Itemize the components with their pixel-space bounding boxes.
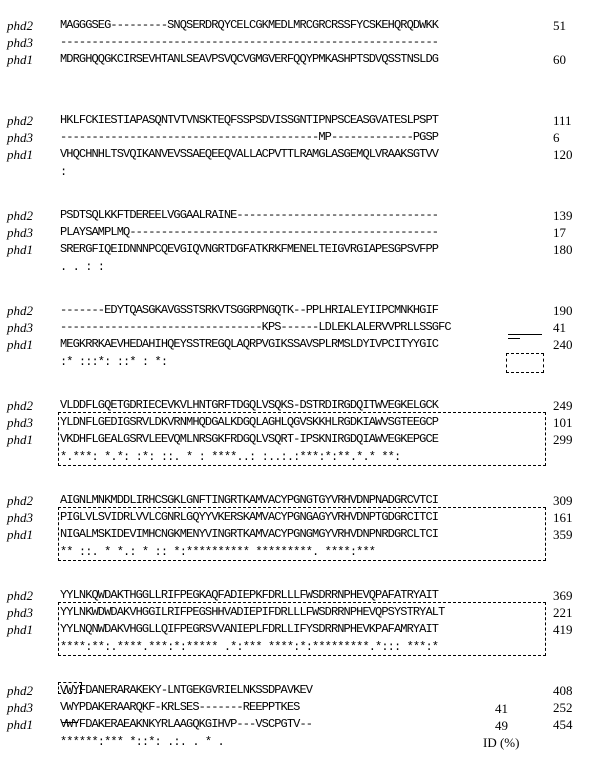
residue-count: 190 xyxy=(553,303,573,318)
sequence-residues: YYLNKQWDAKTHGGLLRIFPEGKAQFADIEPKFDRLLLFWSDRRNPHEVQPAFATRYAIT xyxy=(60,588,439,602)
sequence-name: phd2 xyxy=(7,303,33,318)
residue-count: 120 xyxy=(553,147,573,162)
residue-count: 221 xyxy=(553,605,573,620)
sequence-name: phd3 xyxy=(7,605,33,620)
sequence-name: phd2 xyxy=(7,588,33,603)
sequence-residues: YLDNFLGEDIGSRVLDKVRNMHQDGALKDGQLAGHLQGVSKKHLRGDKIAWVSGTEEGCP xyxy=(60,415,439,429)
residue-count: 111 xyxy=(553,113,572,128)
sequence-name: phd1 xyxy=(7,52,33,67)
conservation-line: . . : : xyxy=(60,260,105,274)
sequence-name: phd2 xyxy=(7,113,33,128)
sequence-residues: MEGKRRKAEVHEDAHIHQEYSSTREGQLAQRPVGIKSSAVSPLRMSLDYIVPCITYYGIC xyxy=(60,337,439,351)
sequence-residues: VWYFDAKERAEAKNKYRLAAGQKGIHVP---VSCPGTV-- xyxy=(60,717,313,731)
sequence-row xyxy=(0,683,600,698)
residue-count: 6 xyxy=(553,130,560,145)
sequence-row xyxy=(0,303,600,318)
sequence-residues: HKLFCKIESTIAPASQNTVTVNSKTEQFSSPSDVISSGNTIPNPSCEASGVATESLPSPT xyxy=(60,113,439,127)
sequence-name: phd3 xyxy=(7,225,33,240)
sequence-row xyxy=(0,700,600,715)
sequence-row xyxy=(0,398,600,413)
residue-count: 60 xyxy=(553,52,566,67)
sequence-residues: PLAYSAMPLMQ------------------------------------------------- xyxy=(60,225,439,239)
sequence-name: phd3 xyxy=(7,320,33,335)
sequence-name: phd1 xyxy=(7,717,33,732)
residue-count: 299 xyxy=(553,432,573,447)
sequence-row xyxy=(0,320,600,335)
alignment-block xyxy=(0,683,600,763)
sequence-name: phd1 xyxy=(7,147,33,162)
sequence-name: phd3 xyxy=(7,35,33,50)
domain-box xyxy=(58,507,546,561)
sequence-row xyxy=(0,588,600,603)
residue-underline xyxy=(508,334,542,335)
sequence-row xyxy=(0,52,600,67)
sequence-residues: VWYFDANERARAKEKY-LNTGEKGVRIELNKSSDPAVKEV xyxy=(60,683,313,697)
residue-count: 408 xyxy=(553,683,573,698)
sequence-row xyxy=(0,113,600,128)
sequence-name: phd1 xyxy=(7,432,33,447)
sequence-name: phd1 xyxy=(7,242,33,257)
sequence-name: phd2 xyxy=(7,18,33,33)
sequence-residues: YYLNKWDWDAKVHGGILRIFPEGSHHVADIEPIFDRLLLFWSDRRNPHEVQPSYSTRYALT xyxy=(60,605,445,619)
residue-count: 454 xyxy=(553,717,573,732)
sequence-residues: PIGLVLSVIDRLVVLCGNRLGQYYVKERSKAMVACYPGNGAGYVRHVDNPTGDGRCITCI xyxy=(60,510,439,524)
conservation-line: :* :::*: ::* : *: xyxy=(60,355,168,369)
sequence-row xyxy=(0,18,600,33)
sequence-row xyxy=(0,337,600,352)
identity-label: ID (%) xyxy=(483,735,520,750)
alignment-block xyxy=(0,113,600,193)
sequence-name: phd2 xyxy=(7,683,33,698)
sequence-row xyxy=(0,147,600,162)
identity-value: 49 xyxy=(495,718,508,733)
residue-underline xyxy=(508,338,520,339)
conservation-line: ******:*** *::*: .:. . * . xyxy=(60,735,224,749)
sequence-name: phd1 xyxy=(7,622,33,637)
sequence-name: phd3 xyxy=(7,700,33,715)
sequence-row xyxy=(0,493,600,508)
sequence-residues: YYLNQNWDAKVHGGLLQIFPEGRSVVANIEPLFDRLLIFYSDRRNPHEVKPAFAMRYAIT xyxy=(60,622,439,636)
domain-box xyxy=(506,353,544,373)
sequence-name: phd2 xyxy=(7,398,33,413)
sequence-row xyxy=(0,242,600,257)
sequence-residues: VHQCHNHLTSVQIKANVEVSSAEQEEQVALLACPVTTLRAMGLASGEMQLVRAAKSGTVV xyxy=(60,147,439,161)
sequence-residues: AIGNLMNKMDDLIRHCSGKLGNFTINGRTKAMVACYPGNGTGYVRHVDNPNADGRCVTCI xyxy=(60,493,439,507)
residue-underline xyxy=(62,722,78,723)
sequence-residues: -------EDYTQASGKAVGSSTSRKVTSGGRPNGQTK--PPLHRIALEYIIPCMNKHGIF xyxy=(60,303,439,317)
residue-count: 139 xyxy=(553,208,573,223)
domain-box xyxy=(58,602,546,656)
residue-count: 249 xyxy=(553,398,573,413)
residue-count: 101 xyxy=(553,415,573,430)
residue-count: 180 xyxy=(553,242,573,257)
alignment-block xyxy=(0,18,600,98)
residue-count: 41 xyxy=(553,320,566,335)
sequence-residues: -----------------------------------------MP-------------PGSP xyxy=(60,130,439,144)
residue-count: 369 xyxy=(553,588,573,603)
residue-count: 359 xyxy=(553,527,573,542)
sequence-residues: MDRGHQQGKCIRSEVHTANLSEAVPSVQCVGMGVERFQQYPMKASHPTSDVQSSTNSLDG xyxy=(60,52,439,66)
sequence-row xyxy=(0,208,600,223)
domain-box xyxy=(58,412,546,466)
conservation-line: *.***: *.*: :*: ::. * : ****..: :..:.:***:*:**.*.* **: xyxy=(60,450,401,464)
sequence-residues: VWYPDAKERAARQKF-KRLSES-------REEPPTKES xyxy=(60,700,300,714)
sequence-name: phd1 xyxy=(7,337,33,352)
sequence-residues: PSDTSQLKKFTDEREELVGGAALRAINE-------------------------------- xyxy=(60,208,439,222)
sequence-name: phd3 xyxy=(7,415,33,430)
conservation-line: ** ::. * *.: * :: *:********** *********. ****:*** xyxy=(60,545,376,559)
conservation-line: ****:**:.****.***:*:***** .*:*** ****:*:*********.*::: ***:* xyxy=(60,640,439,654)
residue-count: 252 xyxy=(553,700,573,715)
alignment-block xyxy=(0,208,600,288)
sequence-residues: MAGGGSEG---------SNQSERDRQYCELCGKMEDLMRCGRCRSSFYCSKEHQRQDWKK xyxy=(60,18,439,32)
residue-count: 51 xyxy=(553,18,566,33)
sequence-residues: --------------------------------KPS------LDLEKLALERVVPRLLSSGFC xyxy=(60,320,451,334)
sequence-residues: VLDDFLGQETGDRIECEVKVLHNTGRFTDGQLVSQKS-DSTRDIRGDQITWVEGKELGCK xyxy=(60,398,439,412)
sequence-name: phd1 xyxy=(7,527,33,542)
sequence-residues: VKDHFLGEALGSRVLEEVQMLNRSGKFRDGQLVSQRT-IPSKNIRGDQIAWVEGKEPGCE xyxy=(60,432,439,446)
residue-count: 17 xyxy=(553,225,566,240)
sequence-name: phd2 xyxy=(7,208,33,223)
residue-count: 240 xyxy=(553,337,573,352)
conservation-line: : xyxy=(60,165,67,179)
sequence-residues: NIGALMSKIDEVIMHCNGKMENYVINGRTKAMVACYPGNGMGYVRHVDNPNRDGRCLTCI xyxy=(60,527,439,541)
sequence-row xyxy=(0,225,600,240)
residue-count: 161 xyxy=(553,510,573,525)
identity-value: 41 xyxy=(495,701,508,716)
sequence-name: phd3 xyxy=(7,510,33,525)
sequence-residues: SRERGFIQEIDNNNPCQEVGIQVNGRTDGFATKRKFMENELTEIGVRGIAPESGPSVFPP xyxy=(60,242,439,256)
sequence-row xyxy=(0,35,600,50)
sequence-row xyxy=(0,130,600,145)
sequence-row xyxy=(0,717,600,732)
sequence-name: phd3 xyxy=(7,130,33,145)
domain-box xyxy=(58,682,82,694)
residue-count: 419 xyxy=(553,622,573,637)
sequence-name: phd2 xyxy=(7,493,33,508)
sequence-residues: ------------------------------------------------------------ xyxy=(60,35,439,49)
residue-count: 309 xyxy=(553,493,573,508)
